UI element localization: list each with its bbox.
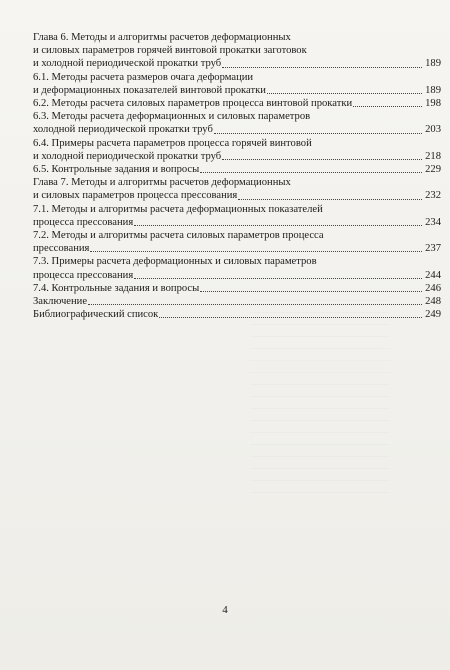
toc-entry-line bbox=[33, 57, 441, 70]
toc-entry[interactable] bbox=[33, 110, 441, 136]
toc-entry[interactable] bbox=[33, 163, 441, 176]
toc-page-number: 234 bbox=[425, 216, 441, 228]
toc-entry[interactable] bbox=[33, 229, 441, 255]
toc-entry-line bbox=[33, 84, 441, 97]
dot-leader bbox=[159, 316, 422, 318]
dot-leader bbox=[200, 171, 422, 173]
toc-entry-line bbox=[33, 269, 441, 282]
toc-entry-line: 7.2. Методы и алгоритмы расчета силовых параметров процесса bbox=[33, 230, 324, 242]
dot-leader bbox=[134, 224, 422, 226]
toc-entry-line bbox=[33, 242, 441, 255]
toc-entry[interactable] bbox=[33, 176, 441, 202]
toc-page-number: 203 bbox=[425, 124, 441, 136]
toc-page-number: 246 bbox=[425, 282, 441, 294]
dot-leader bbox=[238, 198, 422, 200]
toc-entry[interactable] bbox=[33, 31, 441, 71]
toc-page-number: 189 bbox=[425, 84, 441, 96]
toc-entry-line bbox=[33, 97, 441, 110]
page-number: 4 bbox=[222, 604, 228, 616]
toc-page-number: 218 bbox=[425, 150, 441, 162]
toc-page-number: 198 bbox=[425, 98, 441, 110]
toc-entry[interactable] bbox=[33, 71, 441, 97]
toc-entry-line bbox=[33, 295, 441, 308]
toc-entry-line bbox=[33, 163, 441, 176]
dot-leader bbox=[353, 105, 422, 107]
toc-entry-title: Библиографический список bbox=[33, 309, 159, 321]
toc-entry[interactable] bbox=[33, 255, 441, 281]
toc-entry-title: 7.4. Контрольные задания и вопросы bbox=[33, 282, 200, 294]
toc-entry-title: и силовых параметров процесса прессования bbox=[33, 190, 238, 202]
toc-entry-line: 6.1. Методы расчета размеров очага деформации bbox=[33, 71, 254, 83]
toc-page-number: 229 bbox=[425, 164, 441, 176]
toc-entry[interactable] bbox=[33, 282, 441, 295]
toc-entry-line bbox=[33, 123, 441, 136]
toc-page-number: 189 bbox=[425, 58, 441, 70]
toc-page-number: 237 bbox=[425, 243, 441, 255]
toc-entry-title: процесса прессования bbox=[33, 269, 134, 281]
toc-page-number: 232 bbox=[425, 190, 441, 202]
toc-entry[interactable] bbox=[33, 203, 441, 229]
toc-entry-title: холодной периодической прокатки труб bbox=[33, 124, 213, 136]
toc-entry[interactable] bbox=[33, 308, 441, 321]
dot-leader bbox=[267, 92, 422, 94]
toc-entry-line: 7.3. Примеры расчета деформационных и силовых параметров bbox=[33, 256, 317, 268]
toc-entry-line bbox=[33, 150, 441, 163]
toc-entry-line: 6.4. Примеры расчета параметров процесса горячей винтовой bbox=[33, 137, 312, 149]
dot-leader bbox=[214, 132, 422, 134]
bleed-through-texture bbox=[250, 300, 390, 500]
toc-entry-title: и деформационных показателей винтовой прокатки bbox=[33, 84, 266, 96]
toc-entry-line bbox=[33, 308, 441, 321]
toc-page-number: 249 bbox=[425, 309, 441, 321]
toc-entry-title: и холодной периодической прокатки труб bbox=[33, 58, 222, 70]
toc-entry-title: Заключение bbox=[33, 296, 88, 308]
toc-entry-title: 6.2. Методы расчета силовых параметров процесса винтовой прокатки bbox=[33, 98, 353, 110]
toc-entry-line bbox=[33, 216, 441, 229]
table-of-contents bbox=[33, 31, 441, 321]
toc-entry-title: и холодной периодической прокатки труб bbox=[33, 150, 222, 162]
dot-leader bbox=[222, 158, 422, 160]
dot-leader bbox=[222, 66, 422, 68]
toc-entry[interactable] bbox=[33, 295, 441, 308]
toc-entry-line: 6.3. Методы расчета деформационных и силовых параметров bbox=[33, 111, 311, 123]
toc-entry-line: и силовых параметров горячей винтовой прокатки заготовок bbox=[33, 45, 307, 57]
toc-entry-title: процесса прессования bbox=[33, 216, 134, 228]
toc-entry-line: Глава 6. Методы и алгоритмы расчетов деформационных bbox=[33, 32, 291, 43]
dot-leader bbox=[88, 303, 422, 305]
toc-entry-line: 7.1. Методы и алгоритмы расчета деформационных показателей bbox=[33, 203, 323, 215]
dot-leader bbox=[134, 277, 422, 279]
toc-entry-line: Глава 7. Методы и алгоритмы расчетов деформационных bbox=[33, 177, 291, 189]
toc-page-number: 244 bbox=[425, 269, 441, 281]
toc-entry[interactable] bbox=[33, 137, 441, 163]
toc-entry-title: 6.5. Контрольные задания и вопросы bbox=[33, 164, 200, 176]
toc-entry[interactable] bbox=[33, 97, 441, 110]
dot-leader bbox=[90, 250, 422, 252]
toc-page-number: 248 bbox=[425, 296, 441, 308]
dot-leader bbox=[200, 290, 422, 292]
toc-entry-line bbox=[33, 282, 441, 295]
toc-entry-line bbox=[33, 189, 441, 202]
toc-entry-title: прессования bbox=[33, 243, 90, 255]
